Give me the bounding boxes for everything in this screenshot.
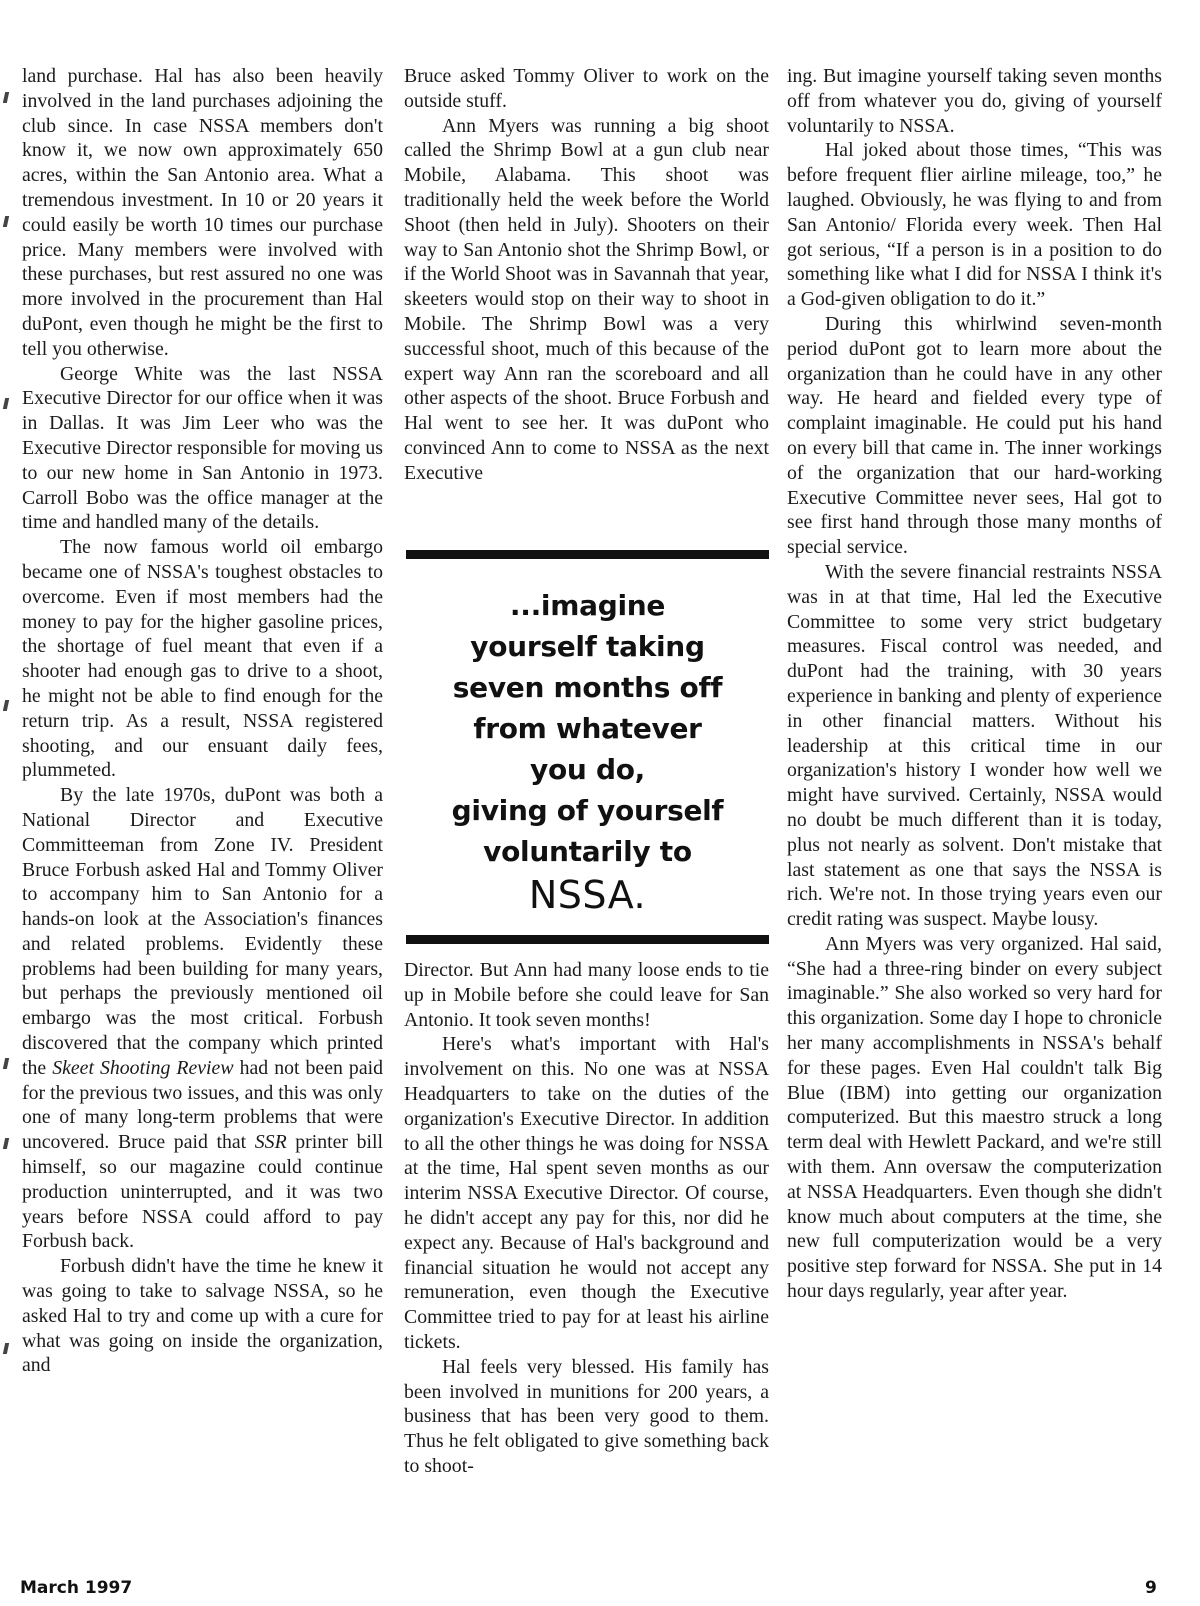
paragraph: Here's what's important with Hal's involvement on this. No one was at NSSA Headquarters to take on the duties of the organization's Executive Director. In addition to all the other things he was doing for NSSA at the time, Hal spent seven months as our interim NSSA Executive Director. Of course, he didn't accept any pay for this, nor did he expect any. Because of Hal's background and financial situation he would not accept any remuneration, even though the Executive Committee tried to pay for at least his airline tickets. bbox=[404, 1033, 769, 1353]
paragraph-text: had not been paid for the previous two issues, and this was only one of many long-term problems that were uncovered. Bruce paid that bbox=[22, 1056, 383, 1154]
pullquote-line: voluntarily to bbox=[483, 835, 692, 868]
pullquote-line: seven months off bbox=[452, 671, 723, 704]
paragraph: Hal joked about those times, “This was before frequent flier airline mileage, too,” he laughed. Obviously, he was flying to and from San Antonio/ Florida every week. Then Hal got serious, “If a person is in a position to do something like what I did for NSSA I think it's a God-given obligation to do it.” bbox=[787, 139, 1162, 311]
margin-mark bbox=[3, 216, 9, 227]
paragraph-text: By the late 1970s, duPont was both a National Director and Executive Committeeman from Zone IV. President Bruce Forbush asked Hal and Tommy Oliver to accompany him to San Antonio for a hands-on look at the Association's finances and related problems. Evidently these problems had been building for many years, but perhaps the previously mentioned oil embargo was the most critical. Forbush discovered that the company which printed the bbox=[22, 784, 383, 1079]
margin-mark bbox=[3, 1138, 9, 1149]
paragraph: Forbush didn't have the time he knew it was going to take to salvage NSSA, so he asked Hal to try and come up with a cure for what was going on inside the organization, and bbox=[22, 1255, 383, 1377]
page-number: 9 bbox=[1145, 1578, 1157, 1598]
margin-mark bbox=[3, 700, 9, 711]
margin-mark bbox=[3, 92, 9, 103]
pullquote-top-rule bbox=[406, 550, 769, 559]
paragraph bbox=[22, 783, 383, 1254]
article-column-2-bottom bbox=[404, 958, 769, 1479]
pullquote-line: from whatever bbox=[473, 712, 702, 745]
paragraph: Ann Myers was very organized. Hal said, “She had a three-ring binder on every subject imaginable.” She also worked so very hard for this organization. Some day I hope to chronicle her many accomplishments in NSSA's behalf for these pages. Even Hal couldn't talk Big Blue (IBM) into getting our organization computerized. But this maestro struck a long term deal with Hewlett Packard, and we're still with them. Ann oversaw the computerization at NSSA Headquarters. Even though she didn't know much about computers at the time, she new full computerization would be a very positive step forward for NSSA. She put in 14 hour days regularly, year after year. bbox=[787, 932, 1162, 1303]
magazine-title: Skeet Shooting Review bbox=[52, 1056, 234, 1079]
magazine-abbreviation: SSR bbox=[254, 1131, 287, 1154]
pullquote-line: NSSA. bbox=[528, 873, 647, 917]
paragraph: ing. But imagine yourself taking seven months off from whatever you do, giving of yourself voluntarily to NSSA. bbox=[787, 65, 1162, 137]
paragraph: With the severe financial restraints NSSA was in at that time, Hal led the Executive Committee to some very strict budgetary measures. Fiscal control was needed, and duPont had the training, with 30 years experience in banking and plenty of experience in other financial matters. Without his leadership at this critical time in our organization's history I wonder how well we might have survived. Certainly, NSSA would no doubt be much different than it is today, plus not nearly as solvent. Don't mistake that last statement as one that says the NSSA is rich. We're not. In those trying years even our credit rating was suspect. Maybe lousy. bbox=[787, 560, 1162, 931]
paragraph: Hal feels very blessed. His family has been involved in munitions for 200 years, a business that has been very good to them. Thus he felt obligated to give something back to shoot- bbox=[404, 1355, 769, 1477]
margin-mark bbox=[3, 1058, 9, 1069]
paragraph: Director. But Ann had many loose ends to tie up in Mobile before she could leave for San Antonio. It took seven months! bbox=[404, 959, 769, 1031]
margin-mark bbox=[3, 398, 9, 409]
article-column-1 bbox=[22, 64, 383, 1378]
pull-quote bbox=[406, 585, 769, 918]
paragraph: George White was the last NSSA Executive Director for our office when it was in Dallas. It was Jim Leer who was the Executive Director responsible for moving us to our new home in San Antonio in 1973. Carroll Bobo was the office manager at the time and handled many of the details. bbox=[22, 362, 383, 534]
paragraph: land purchase. Hal has also been heavily involved in the land purchases adjoining the club since. In case NSSA members don't know it, we now own approximately 650 acres, within the San Antonio area. What a tremendous investment. In 10 or 20 years it could easily be worth 10 times our purchase price. Many members were involved with these purchases, but rest assured no one was more involved in the procurement than Hal duPont, even though he might be the first to tell you otherwise. bbox=[22, 65, 383, 360]
pullquote-line: ...imagine bbox=[509, 589, 666, 622]
pullquote-line: giving of yourself bbox=[451, 794, 724, 827]
article-column-2-top bbox=[404, 64, 769, 486]
paragraph: Bruce asked Tommy Oliver to work on the outside stuff. bbox=[404, 65, 769, 112]
pullquote-bottom-rule bbox=[406, 935, 769, 944]
paragraph: During this whirlwind seven-month period duPont got to learn more about the organization than he could have in any other way. He heard and fielded every type of complaint imaginable. He could put his hand on every bill that came in. The inner workings of the organization that our hard-working Executive Committee never sees, Hal got to see first hand through those many months of special service. bbox=[787, 312, 1162, 559]
margin-mark bbox=[3, 1343, 9, 1354]
issue-date: March 1997 bbox=[20, 1578, 133, 1598]
paragraph: Ann Myers was running a big shoot called the Shrimp Bowl at a gun club near Mobile, Alabama. This shoot was traditionally held the week before the World Shoot (then held in July). Shooters on their way to San Antonio shot the Shrimp Bowl, or if the World Shoot was in Savannah that year, skeeters would stop on their way to shoot in Mobile. The Shrimp Bowl was a very successful shoot, much of this because of the expert way Ann ran the scoreboard and all other aspects of the shoot. Bruce Forbush and Hal went to see her. It was duPont who convinced Ann to come to NSSA as the next Executive bbox=[404, 114, 769, 484]
paragraph-text: printer bill himself, so our magazine could continue production uninterrupted, and it was two years before NSSA could afford to pay Forbush back. bbox=[22, 1131, 384, 1253]
pullquote-line: yourself taking bbox=[470, 630, 705, 663]
article-column-3 bbox=[787, 64, 1162, 1304]
pullquote-line: you do, bbox=[530, 753, 645, 786]
paragraph: The now famous world oil embargo became one of NSSA's toughest obstacles to overcome. Even if most members had the money to pay for the higher gasoline prices, the shortage of fuel meant that even if a shooter had enough gas to drive to a shoot, he might not be able to find enough for the return trip. As a result, NSSA registered shooting, and our ensuant daily fees, plummeted. bbox=[22, 536, 383, 782]
